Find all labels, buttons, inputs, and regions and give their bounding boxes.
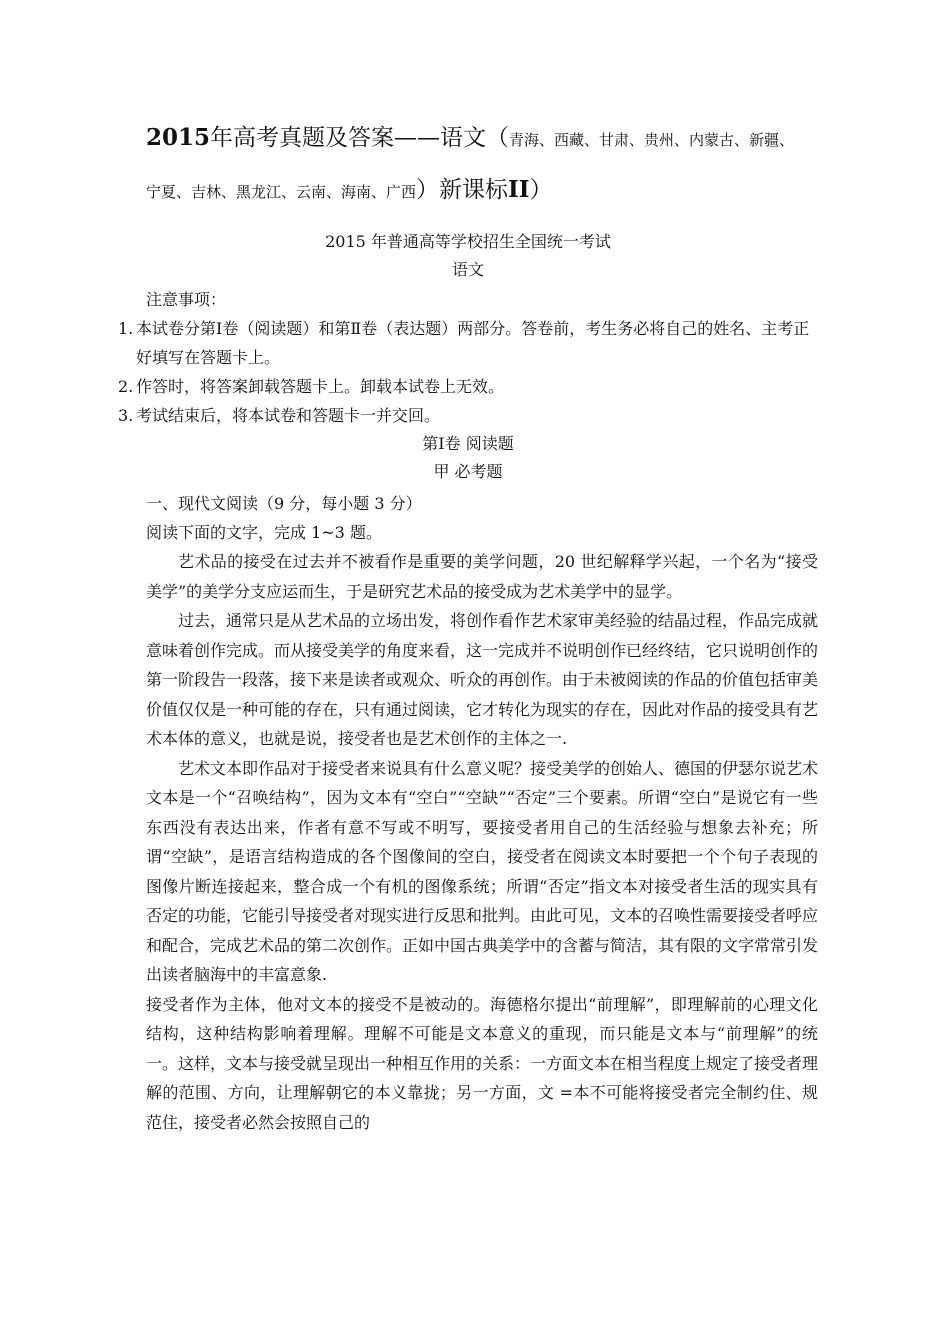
section-instruction: 阅读下面的文字，完成 1~3 题。 <box>146 523 382 542</box>
document-body <box>118 228 818 1137</box>
notice-item-text: 作答时，将答案卸载答题卡上。卸载本试卷上无效。 <box>136 377 505 396</box>
passage-paragraph: 接受者作为主体，他对文本的接受不是被动的。海德格尔提出“前理解”，即理解前的心理文化结构，这种结构影响着理解。理解不可能是文本意义的重现，而只能是文本与“前理解”的统一。这样，文本与接受就呈现出一种相互作用的关系：一方面文本在相当程度上规定了接受者理解的范围、方向，让理解朝它的本义靠拢；另一方面，文 =本不可能将接受者完全制约住、规范住，接受者必然会按照自己的 <box>146 994 819 1132</box>
passage-paragraph: 过去，通常只是从艺术品的立场出发，将创作看作艺术家审美经验的结晶过程，作品完成就意味着创作完成。而从接受美学的角度来看，这一完成并不说明创作已经终结，它只说明创作的第一阶段告一段落，接下来是读者或观众、听众的再创作。由于未被阅读的作品的价值包括审美价值仅仅是一种可能的存在，只有通过阅读，它才转化为现实的存在，因此对作品的接受具有艺术本体的意义，也就是说，接受者也是艺术创作的主体之一. <box>146 611 819 748</box>
exam-name: 2015 年普通高等学校招生全国统一考试 <box>325 232 611 251</box>
title-suffix: ）新课标 <box>416 177 509 203</box>
part-title: 第Ⅰ卷 阅读题 <box>422 434 514 453</box>
notice-item-number: 1. <box>118 319 134 338</box>
notice-item-number: 3. <box>118 406 134 425</box>
title-suffix-bold: II <box>508 176 530 203</box>
notice-list <box>118 314 818 430</box>
notice-item-number: 2. <box>118 377 134 396</box>
notice-item-text: 本试卷分第Ⅰ卷（阅读题）和第Ⅱ卷（表达题）两部分。答卷前，考生务必将自己的姓名、主考正好填写在答题卡上。 <box>136 319 810 367</box>
title-year: 2015 <box>146 124 211 151</box>
title-regions-1: 青海、西藏、甘肃、贵州、内蒙古、新疆、 <box>509 131 795 149</box>
exam-subject: 语文 <box>451 260 484 279</box>
section-heading: 一、现代文阅读（9 分，每小题 3 分） <box>146 494 422 513</box>
title-line-1 <box>146 118 846 160</box>
notice-heading: 注意事项： <box>146 290 227 309</box>
passage-paragraph: 艺术文本即作品对于接受者来说具有什么意义呢？接受美学的创始人、德国的伊瑟尔说艺术文本是一个“召唤结构”，因为文本有“空白”“空缺”“否定”三个要素。所谓“空白”是说它有一些东西没有表达出来，作者有意不写或不明写，要接受者用自己的生活经验与想象去补充；所谓“空缺”，是语言结构造成的各个图像间的空白，接受者在阅读文本时要把一个个句子表现的图像片断连接起来，整合成一个有机的图像系统；所谓“否定”指文本对接受者生活的现实具有否定的功能，它能引导接受者对现实进行反思和批判。由此可见，文本的召唤性需要接受者呼应和配合，完成艺术品的第二次创作。正如中国古典美学中的含蓄与简洁，其有限的文字常常引发出读者脑海中的丰富意象. <box>146 758 819 984</box>
title-regions-2: 宁夏、吉林、黑龙江、云南、海南、广西 <box>146 183 417 201</box>
title-main: 年高考真题及答案——语文（ <box>210 125 510 151</box>
title-line-2 <box>146 170 846 212</box>
title-close: ） <box>529 177 553 203</box>
document-title <box>146 118 846 212</box>
passage-paragraph: 艺术品的接受在过去并不被看作是重要的美学问题，20 世纪解释学兴起，一个名为“接受美学”的美学分支应运而生，于是研究艺术品的接受成为艺术美学中的显学。 <box>146 552 818 601</box>
notice-item <box>118 401 818 430</box>
part-subtitle: 甲 必考题 <box>433 462 503 481</box>
notice-item <box>118 314 818 372</box>
notice-item-text: 考试结束后，将本试卷和答题卡一并交回。 <box>136 406 441 425</box>
notice-item <box>118 372 818 401</box>
